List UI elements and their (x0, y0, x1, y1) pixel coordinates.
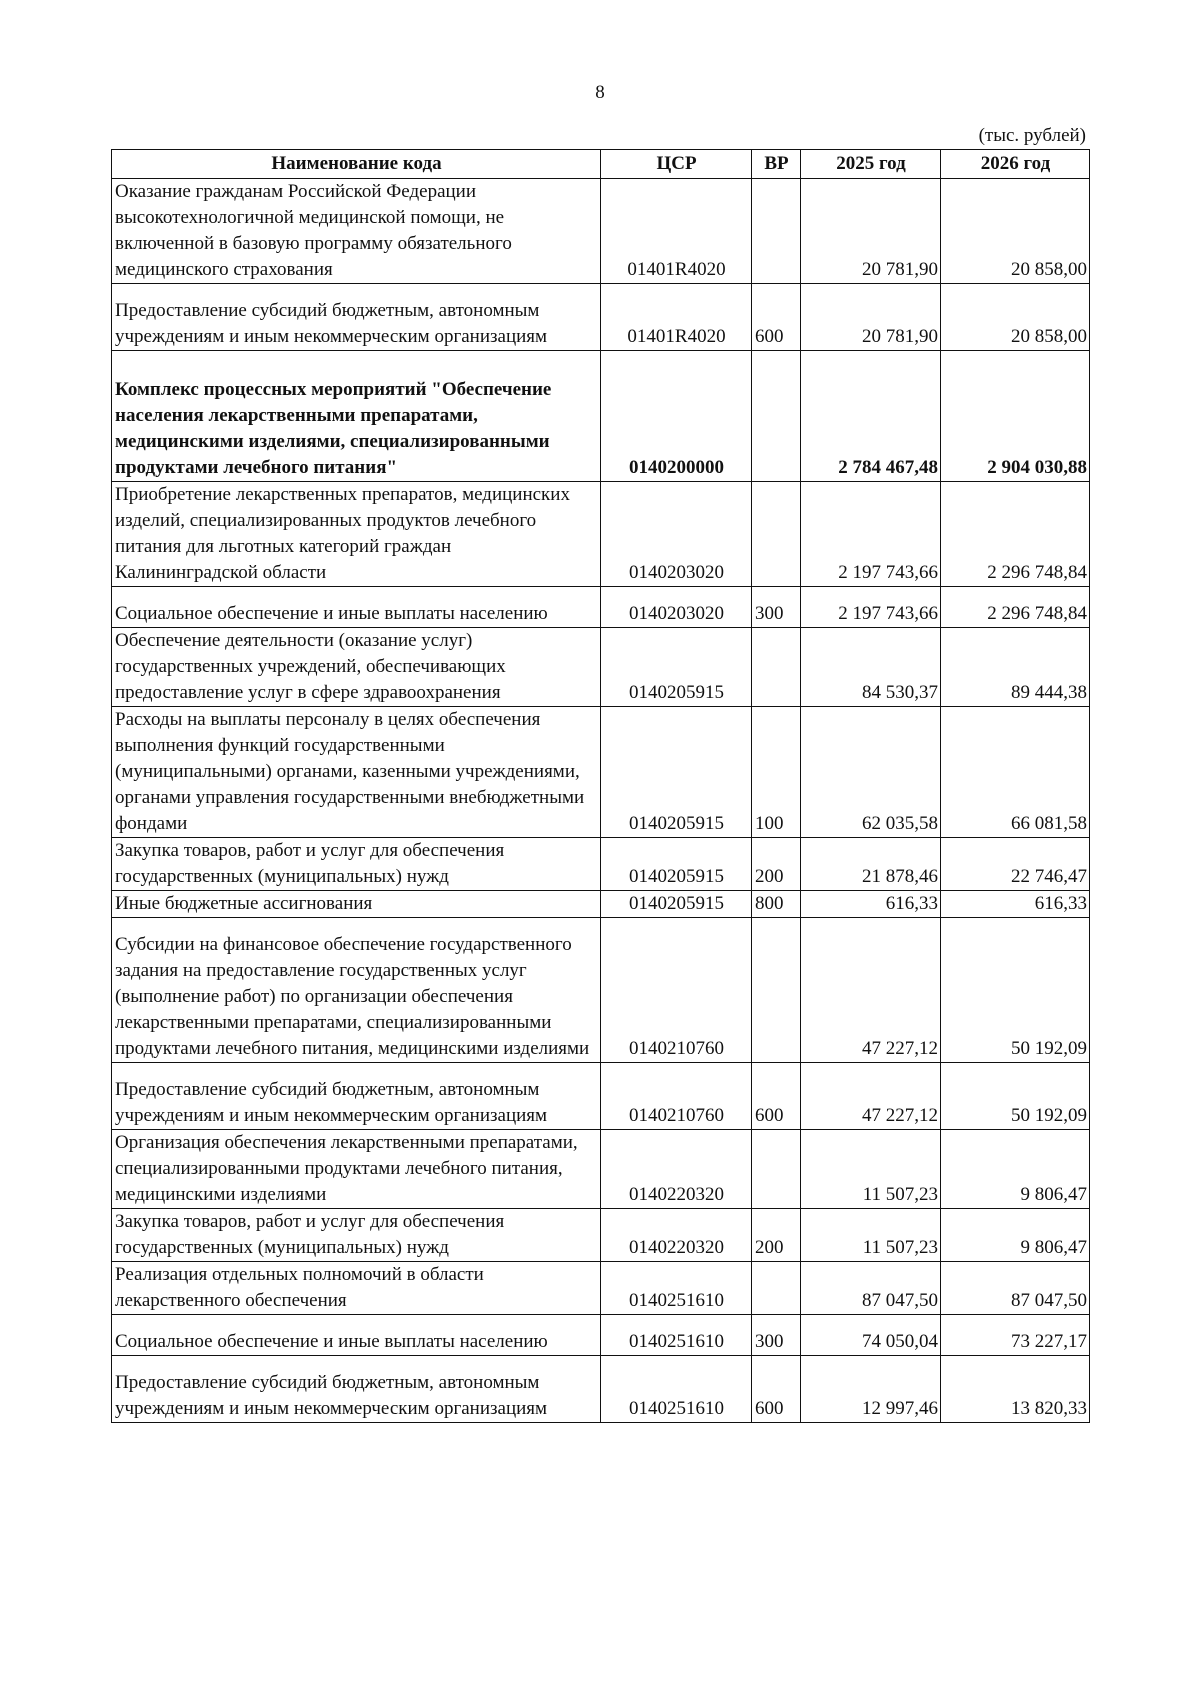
row-vr (752, 351, 801, 482)
row-2026: 20 858,00 (941, 284, 1090, 351)
row-name: Социальное обеспечение и иные выплаты населению (112, 587, 601, 628)
row-vr (752, 628, 801, 707)
row-name: Оказание гражданам Российской Федерации высокотехнологичной медицинской помощи, не включенной в базовую программу обязательного медицинского страхования (112, 179, 601, 284)
row-2025: 2 197 743,66 (801, 482, 941, 587)
table-header-row (112, 150, 1090, 179)
budget-table (111, 149, 1090, 1423)
row-csr: 01401R4020 (601, 284, 752, 351)
row-vr (752, 1262, 801, 1315)
row-2025: 2 197 743,66 (801, 587, 941, 628)
column-header-name: Наименование кода (112, 150, 601, 179)
row-2026: 50 192,09 (941, 1063, 1090, 1130)
row-name: Комплекс процессных мероприятий "Обеспечение населения лекарственными препаратами, медицинскими изделиями, специализированными продуктами лечебного питания" (112, 351, 601, 482)
row-csr: 0140210760 (601, 918, 752, 1063)
row-vr: 600 (752, 1356, 801, 1423)
row-vr (752, 482, 801, 587)
column-header-2026: 2026 год (941, 150, 1090, 179)
column-header-csr: ЦСР (601, 150, 752, 179)
table-row (112, 1356, 1090, 1423)
row-vr (752, 179, 801, 284)
row-2025: 12 997,46 (801, 1356, 941, 1423)
row-2026: 22 746,47 (941, 838, 1090, 891)
table-row (112, 1262, 1090, 1315)
row-2025: 87 047,50 (801, 1262, 941, 1315)
row-2026: 2 296 748,84 (941, 482, 1090, 587)
row-2026: 2 296 748,84 (941, 587, 1090, 628)
row-csr: 01401R4020 (601, 179, 752, 284)
row-name: Закупка товаров, работ и услуг для обеспечения государственных (муниципальных) нужд (112, 838, 601, 891)
row-csr: 0140205915 (601, 891, 752, 918)
table-row (112, 1130, 1090, 1209)
units-label: (тыс. рублей) (978, 125, 1086, 146)
row-2025: 616,33 (801, 891, 941, 918)
row-vr: 600 (752, 284, 801, 351)
row-2025: 11 507,23 (801, 1130, 941, 1209)
row-csr: 0140251610 (601, 1356, 752, 1423)
row-csr: 0140210760 (601, 1063, 752, 1130)
row-2026: 20 858,00 (941, 179, 1090, 284)
table-row (112, 351, 1090, 482)
table-row (112, 918, 1090, 1063)
row-name: Реализация отдельных полномочий в области лекарственного обеспечения (112, 1262, 601, 1315)
table-row (112, 179, 1090, 284)
row-vr: 200 (752, 1209, 801, 1262)
table-row (112, 587, 1090, 628)
column-header-vr: ВР (752, 150, 801, 179)
row-vr: 600 (752, 1063, 801, 1130)
table-row (112, 1209, 1090, 1262)
row-2025: 47 227,12 (801, 918, 941, 1063)
row-name: Иные бюджетные ассигнования (112, 891, 601, 918)
row-csr: 0140251610 (601, 1262, 752, 1315)
row-name: Расходы на выплаты персоналу в целях обеспечения выполнения функций государственными (муниципальными) органами, казенными учреждениями, органами управления государственными внебюджетными фондами (112, 707, 601, 838)
row-2025: 84 530,37 (801, 628, 941, 707)
table-row (112, 891, 1090, 918)
row-2026: 87 047,50 (941, 1262, 1090, 1315)
row-2025: 21 878,46 (801, 838, 941, 891)
row-csr: 0140205915 (601, 707, 752, 838)
row-2026: 73 227,17 (941, 1315, 1090, 1356)
row-2025: 62 035,58 (801, 707, 941, 838)
row-csr: 0140220320 (601, 1130, 752, 1209)
row-csr: 0140205915 (601, 628, 752, 707)
row-name: Предоставление субсидий бюджетным, автономным учреждениям и иным некоммерческим организациям (112, 284, 601, 351)
table-row (112, 838, 1090, 891)
row-2026: 616,33 (941, 891, 1090, 918)
row-2026: 66 081,58 (941, 707, 1090, 838)
table-row (112, 482, 1090, 587)
row-csr: 0140205915 (601, 838, 752, 891)
table-row (112, 707, 1090, 838)
row-2025: 20 781,90 (801, 284, 941, 351)
row-name: Обеспечение деятельности (оказание услуг) государственных учреждений, обеспечивающих предоставление услуг в сфере здравоохранения (112, 628, 601, 707)
row-name: Приобретение лекарственных препаратов, медицинских изделий, специализированных продуктов лечебного питания для льготных категорий граждан Калининградской области (112, 482, 601, 587)
page-number: 8 (595, 82, 605, 103)
table-row (112, 1315, 1090, 1356)
table-row (112, 628, 1090, 707)
row-2025: 2 784 467,48 (801, 351, 941, 482)
row-csr: 0140203020 (601, 587, 752, 628)
table-row (112, 1063, 1090, 1130)
row-name: Социальное обеспечение и иные выплаты населению (112, 1315, 601, 1356)
row-2026: 89 444,38 (941, 628, 1090, 707)
row-vr: 300 (752, 587, 801, 628)
row-2026: 9 806,47 (941, 1130, 1090, 1209)
row-2026: 50 192,09 (941, 918, 1090, 1063)
row-2025: 47 227,12 (801, 1063, 941, 1130)
row-vr: 800 (752, 891, 801, 918)
row-name: Предоставление субсидий бюджетным, автономным учреждениям и иным некоммерческим организациям (112, 1063, 601, 1130)
row-vr: 200 (752, 838, 801, 891)
row-name: Предоставление субсидий бюджетным, автономным учреждениям и иным некоммерческим организациям (112, 1356, 601, 1423)
row-2026: 9 806,47 (941, 1209, 1090, 1262)
table-row (112, 284, 1090, 351)
row-csr: 0140200000 (601, 351, 752, 482)
row-vr: 300 (752, 1315, 801, 1356)
row-2025: 74 050,04 (801, 1315, 941, 1356)
row-vr: 100 (752, 707, 801, 838)
row-2026: 13 820,33 (941, 1356, 1090, 1423)
row-2025: 20 781,90 (801, 179, 941, 284)
row-vr (752, 918, 801, 1063)
row-csr: 0140203020 (601, 482, 752, 587)
row-csr: 0140251610 (601, 1315, 752, 1356)
row-vr (752, 1130, 801, 1209)
row-name: Закупка товаров, работ и услуг для обеспечения государственных (муниципальных) нужд (112, 1209, 601, 1262)
row-name: Организация обеспечения лекарственными препаратами, специализированными продуктами лечебного питания, медицинскими изделиями (112, 1130, 601, 1209)
row-name: Субсидии на финансовое обеспечение государственного задания на предоставление государственных услуг (выполнение работ) по организации обеспечения лекарственными препаратами, специализированными продуктами лечебного питания, медицинскими изделиями (112, 918, 601, 1063)
row-2025: 11 507,23 (801, 1209, 941, 1262)
column-header-2025: 2025 год (801, 150, 941, 179)
row-2026: 2 904 030,88 (941, 351, 1090, 482)
row-csr: 0140220320 (601, 1209, 752, 1262)
